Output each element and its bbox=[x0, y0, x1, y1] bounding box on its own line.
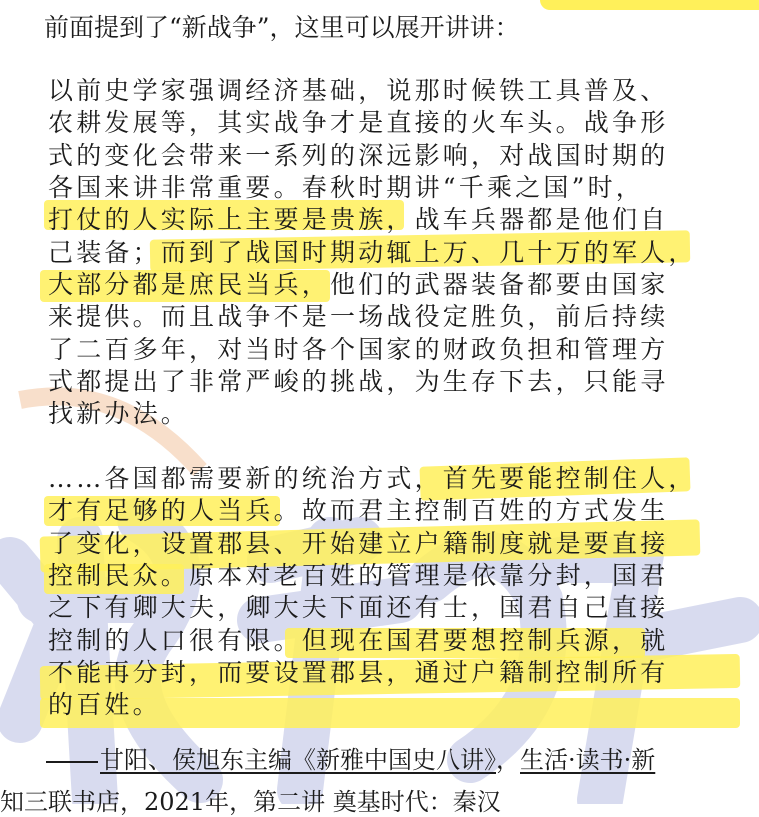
citation-book: 《新雅中国史八讲》 bbox=[292, 746, 496, 774]
text-line: 不能再分封，而要设置郡县，通过户籍制控制所有 bbox=[48, 658, 669, 687]
text-line: 的百姓。 bbox=[48, 690, 161, 719]
text-line: 找新办法。 bbox=[48, 399, 190, 428]
source-citation bbox=[46, 740, 655, 775]
text-line: 才有足够的人当兵。故而君主控制百姓的方式发生 bbox=[48, 496, 669, 525]
citation-line-2: 知三联书店，2021年，第二讲 奠基时代：秦汉 bbox=[0, 788, 501, 816]
citation-dash bbox=[46, 761, 98, 763]
text-line: 式的变化会带来一系列的深远影响，对战国时期的 bbox=[48, 141, 669, 170]
text-line: 控制民众。原本对老百姓的管理是依靠分封，国君 bbox=[48, 561, 669, 590]
text-line: 大部分都是庶民当兵，他们的武器装备都要由国家 bbox=[48, 270, 669, 299]
citation-separator: ， bbox=[496, 746, 520, 774]
text-line: 来提供。而且战争不是一场战役定胜负，前后持续 bbox=[48, 302, 669, 331]
text-line: 了二百多年，对当时各个国家的财政负担和管理方 bbox=[48, 335, 669, 364]
text-line: 之下有卿大夫，卿大夫下面还有士，国君自己直接 bbox=[48, 593, 669, 622]
text-line: 己装备；而到了战国时期动辄上万、几十万的军人， bbox=[48, 238, 697, 267]
citation-authors: 甘阳、侯旭东主编 bbox=[100, 746, 292, 774]
citation-publisher: 生活·读书·新 bbox=[520, 746, 656, 774]
text-line: ……各国都需要新的统治方式，首先要能控制住人， bbox=[48, 464, 697, 493]
text-line: 式都提出了非常严峻的挑战，为生存下去，只能寻 bbox=[48, 367, 669, 396]
text-line: 各国来讲非常重要。春秋时期讲“千乘之国”时， bbox=[48, 173, 644, 202]
top-highlight-bar bbox=[540, 0, 759, 10]
text-line: 控制的人口很有限。但现在国君要想控制兵源，就 bbox=[48, 626, 669, 655]
text-line: 打仗的人实际上主要是贵族，战车兵器都是他们自 bbox=[48, 205, 669, 234]
intro-text: 前面提到了“新战争”，这里可以展开讲讲： bbox=[44, 13, 520, 42]
text-line: 以前史学家强调经济基础，说那时候铁工具普及、 bbox=[48, 76, 669, 105]
text-line: 了变化，设置郡县、开始建立户籍制度就是要直接 bbox=[48, 529, 669, 558]
text-line: 农耕发展等，其实战争才是直接的火车头。战争形 bbox=[48, 108, 669, 137]
